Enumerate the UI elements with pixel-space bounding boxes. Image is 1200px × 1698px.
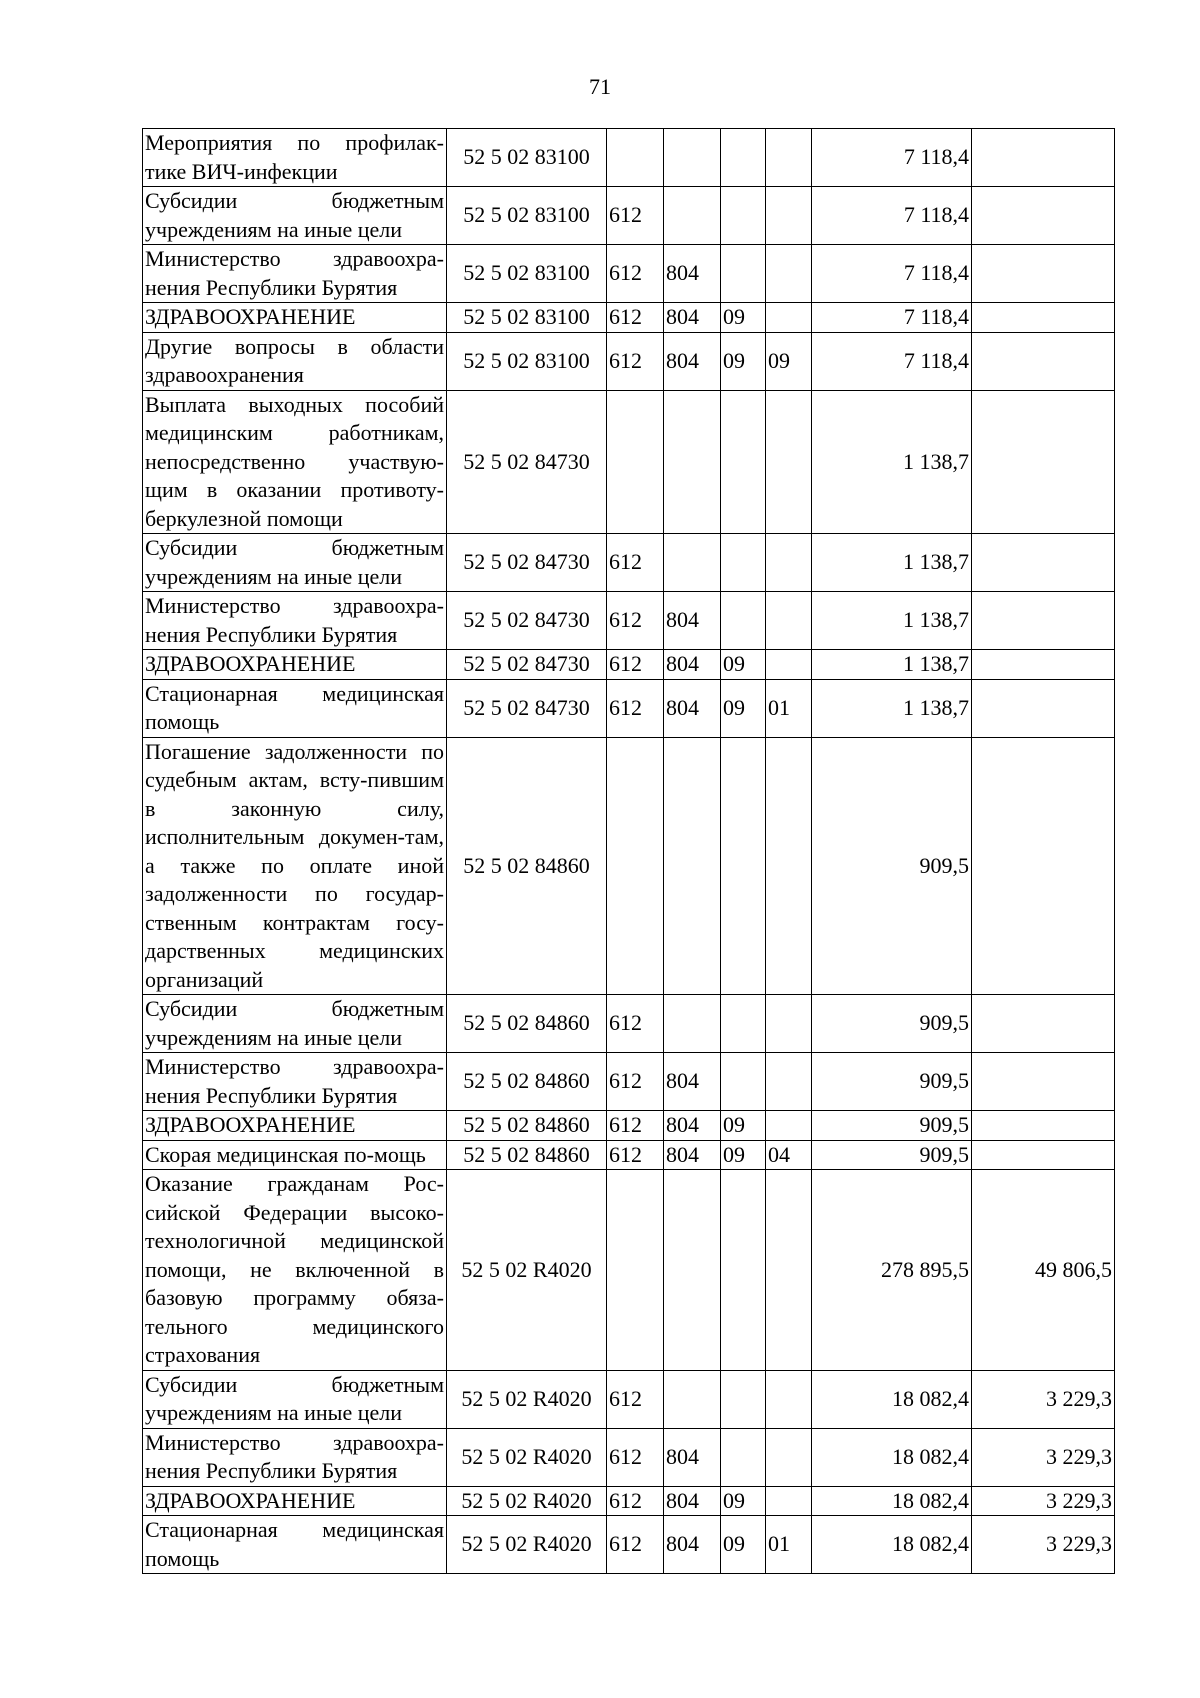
- subsection-code-cell: 01: [766, 679, 812, 737]
- federal-amount-cell: [972, 650, 1115, 680]
- row-name-cell: Министерство здравоохра-нения Республики Бурятия: [143, 245, 447, 303]
- row-name-cell: Выплата выходных пособий медицинским работникам, непосредственно участвую-щим в оказании противоту-беркулезной помощи: [143, 390, 447, 534]
- section-code-cell: [721, 187, 766, 245]
- table-row: [143, 1111, 1115, 1141]
- subsection-code-cell: [766, 650, 812, 680]
- section-code-cell: 09: [721, 1140, 766, 1170]
- target-code-cell: 52 5 02 R4020: [447, 1428, 607, 1486]
- row-name-cell: ЗДРАВООХРАНЕНИЕ: [143, 650, 447, 680]
- federal-amount-cell: [972, 1111, 1115, 1141]
- amount-cell: 1 138,7: [812, 679, 972, 737]
- row-name-cell: Министерство здравоохра-нения Республики Бурятия: [143, 1428, 447, 1486]
- target-code-cell: 52 5 02 84860: [447, 1140, 607, 1170]
- federal-amount-cell: [972, 592, 1115, 650]
- target-code-cell: 52 5 02 84730: [447, 390, 607, 534]
- section-code-cell: 09: [721, 1111, 766, 1141]
- expense-type-cell: 612: [607, 650, 664, 680]
- amount-cell: 1 138,7: [812, 390, 972, 534]
- ministry-code-cell: 804: [664, 1516, 721, 1574]
- row-name-cell: Стационарная медицинская помощь: [143, 1516, 447, 1574]
- ministry-code-cell: [664, 187, 721, 245]
- subsection-code-cell: [766, 592, 812, 650]
- amount-cell: 909,5: [812, 1111, 972, 1141]
- expense-type-cell: 612: [607, 679, 664, 737]
- row-name-cell: ЗДРАВООХРАНЕНИЕ: [143, 1486, 447, 1516]
- amount-cell: 909,5: [812, 995, 972, 1053]
- section-code-cell: 09: [721, 1516, 766, 1574]
- expense-type-cell: 612: [607, 592, 664, 650]
- amount-cell: 7 118,4: [812, 245, 972, 303]
- row-name-cell: Субсидии бюджетным учреждениям на иные цели: [143, 534, 447, 592]
- federal-amount-cell: [972, 303, 1115, 333]
- amount-cell: 1 138,7: [812, 592, 972, 650]
- federal-amount-cell: [972, 245, 1115, 303]
- table-row: [143, 534, 1115, 592]
- federal-amount-cell: 49 806,5: [972, 1170, 1115, 1371]
- section-code-cell: 09: [721, 1486, 766, 1516]
- ministry-code-cell: [664, 534, 721, 592]
- row-name-cell: ЗДРАВООХРАНЕНИЕ: [143, 1111, 447, 1141]
- ministry-code-cell: [664, 390, 721, 534]
- ministry-code-cell: [664, 737, 721, 995]
- federal-amount-cell: [972, 995, 1115, 1053]
- ministry-code-cell: 804: [664, 1111, 721, 1141]
- table-row: [143, 1370, 1115, 1428]
- row-name-cell: Министерство здравоохра-нения Республики Бурятия: [143, 1053, 447, 1111]
- section-code-cell: [721, 245, 766, 303]
- subsection-code-cell: [766, 129, 812, 187]
- subsection-code-cell: [766, 390, 812, 534]
- federal-amount-cell: [972, 1140, 1115, 1170]
- expense-type-cell: 612: [607, 187, 664, 245]
- expense-type-cell: 612: [607, 1053, 664, 1111]
- subsection-code-cell: [766, 1428, 812, 1486]
- ministry-code-cell: 804: [664, 1140, 721, 1170]
- target-code-cell: 52 5 02 83100: [447, 187, 607, 245]
- row-name-cell: ЗДРАВООХРАНЕНИЕ: [143, 303, 447, 333]
- table-row: [143, 592, 1115, 650]
- subsection-code-cell: [766, 1053, 812, 1111]
- section-code-cell: [721, 534, 766, 592]
- federal-amount-cell: 3 229,3: [972, 1370, 1115, 1428]
- section-code-cell: [721, 592, 766, 650]
- expense-type-cell: 612: [607, 332, 664, 390]
- section-code-cell: [721, 390, 766, 534]
- section-code-cell: 09: [721, 650, 766, 680]
- subsection-code-cell: [766, 1370, 812, 1428]
- federal-amount-cell: [972, 390, 1115, 534]
- target-code-cell: 52 5 02 84730: [447, 650, 607, 680]
- target-code-cell: 52 5 02 R4020: [447, 1516, 607, 1574]
- target-code-cell: 52 5 02 83100: [447, 129, 607, 187]
- section-code-cell: [721, 737, 766, 995]
- section-code-cell: 09: [721, 679, 766, 737]
- table-row: [143, 650, 1115, 680]
- target-code-cell: 52 5 02 84730: [447, 534, 607, 592]
- subsection-code-cell: 04: [766, 1140, 812, 1170]
- ministry-code-cell: [664, 129, 721, 187]
- page-number: 71: [589, 74, 611, 99]
- amount-cell: 278 895,5: [812, 1170, 972, 1371]
- table-row: [143, 1428, 1115, 1486]
- subsection-code-cell: [766, 534, 812, 592]
- federal-amount-cell: [972, 534, 1115, 592]
- row-name-cell: Стационарная медицинская помощь: [143, 679, 447, 737]
- section-code-cell: [721, 129, 766, 187]
- federal-amount-cell: 3 229,3: [972, 1428, 1115, 1486]
- target-code-cell: 52 5 02 R4020: [447, 1486, 607, 1516]
- amount-cell: 7 118,4: [812, 332, 972, 390]
- ministry-code-cell: 804: [664, 245, 721, 303]
- federal-amount-cell: 3 229,3: [972, 1516, 1115, 1574]
- section-code-cell: 09: [721, 332, 766, 390]
- expense-type-cell: [607, 737, 664, 995]
- section-code-cell: [721, 1053, 766, 1111]
- ministry-code-cell: 804: [664, 1428, 721, 1486]
- subsection-code-cell: [766, 303, 812, 333]
- federal-amount-cell: [972, 679, 1115, 737]
- federal-amount-cell: [972, 1053, 1115, 1111]
- row-name-cell: Субсидии бюджетным учреждениям на иные цели: [143, 1370, 447, 1428]
- amount-cell: 909,5: [812, 1053, 972, 1111]
- amount-cell: 18 082,4: [812, 1516, 972, 1574]
- subsection-code-cell: 01: [766, 1516, 812, 1574]
- expense-type-cell: 612: [607, 303, 664, 333]
- table-body: [143, 129, 1115, 1574]
- subsection-code-cell: [766, 245, 812, 303]
- expense-type-cell: [607, 390, 664, 534]
- federal-amount-cell: [972, 737, 1115, 995]
- section-code-cell: [721, 1370, 766, 1428]
- subsection-code-cell: [766, 737, 812, 995]
- table-row: [143, 1516, 1115, 1574]
- table-row: [143, 332, 1115, 390]
- ministry-code-cell: [664, 1170, 721, 1371]
- amount-cell: 7 118,4: [812, 303, 972, 333]
- federal-amount-cell: 3 229,3: [972, 1486, 1115, 1516]
- ministry-code-cell: 804: [664, 1486, 721, 1516]
- expense-type-cell: 612: [607, 245, 664, 303]
- target-code-cell: 52 5 02 84860: [447, 995, 607, 1053]
- amount-cell: 18 082,4: [812, 1486, 972, 1516]
- target-code-cell: 52 5 02 84860: [447, 1111, 607, 1141]
- expense-type-cell: 612: [607, 534, 664, 592]
- row-name-cell: Оказание гражданам Рос-сийской Федерации высоко-технологичной медицинской помощи, не включенной в базовую программу обяза-тельного медицинского страхования: [143, 1170, 447, 1371]
- ministry-code-cell: 804: [664, 679, 721, 737]
- table-row: [143, 1170, 1115, 1371]
- section-code-cell: [721, 1170, 766, 1371]
- amount-cell: 18 082,4: [812, 1428, 972, 1486]
- federal-amount-cell: [972, 187, 1115, 245]
- ministry-code-cell: 804: [664, 1053, 721, 1111]
- federal-amount-cell: [972, 332, 1115, 390]
- target-code-cell: 52 5 02 R4020: [447, 1170, 607, 1371]
- expense-type-cell: 612: [607, 1111, 664, 1141]
- row-name-cell: Мероприятия по профилак-тике ВИЧ-инфекции: [143, 129, 447, 187]
- subsection-code-cell: [766, 1486, 812, 1516]
- target-code-cell: 52 5 02 84860: [447, 1053, 607, 1111]
- target-code-cell: 52 5 02 84730: [447, 592, 607, 650]
- expense-type-cell: 612: [607, 1486, 664, 1516]
- target-code-cell: 52 5 02 83100: [447, 332, 607, 390]
- row-name-cell: Другие вопросы в области здравоохранения: [143, 332, 447, 390]
- amount-cell: 1 138,7: [812, 534, 972, 592]
- federal-amount-cell: [972, 129, 1115, 187]
- amount-cell: 909,5: [812, 1140, 972, 1170]
- ministry-code-cell: [664, 1370, 721, 1428]
- expense-type-cell: 612: [607, 1140, 664, 1170]
- target-code-cell: 52 5 02 R4020: [447, 1370, 607, 1428]
- subsection-code-cell: [766, 995, 812, 1053]
- table-row: [143, 1486, 1115, 1516]
- table-row: [143, 390, 1115, 534]
- subsection-code-cell: [766, 187, 812, 245]
- row-name-cell: Субсидии бюджетным учреждениям на иные цели: [143, 995, 447, 1053]
- ministry-code-cell: 804: [664, 332, 721, 390]
- row-name-cell: Субсидии бюджетным учреждениям на иные цели: [143, 187, 447, 245]
- table-row: [143, 737, 1115, 995]
- amount-cell: 909,5: [812, 737, 972, 995]
- section-code-cell: [721, 995, 766, 1053]
- expense-type-cell: 612: [607, 1516, 664, 1574]
- target-code-cell: 52 5 02 83100: [447, 303, 607, 333]
- expense-type-cell: 612: [607, 1428, 664, 1486]
- table-row: [143, 995, 1115, 1053]
- expense-type-cell: 612: [607, 1370, 664, 1428]
- ministry-code-cell: 804: [664, 592, 721, 650]
- table-row: [143, 1140, 1115, 1170]
- ministry-code-cell: [664, 995, 721, 1053]
- amount-cell: 1 138,7: [812, 650, 972, 680]
- table-row: [143, 129, 1115, 187]
- ministry-code-cell: 804: [664, 650, 721, 680]
- amount-cell: 7 118,4: [812, 129, 972, 187]
- subsection-code-cell: 09: [766, 332, 812, 390]
- target-code-cell: 52 5 02 84860: [447, 737, 607, 995]
- table-row: [143, 303, 1115, 333]
- amount-cell: 18 082,4: [812, 1370, 972, 1428]
- expense-type-cell: [607, 1170, 664, 1371]
- budget-table: [142, 128, 1115, 1574]
- table-row: [143, 1053, 1115, 1111]
- expense-type-cell: 612: [607, 995, 664, 1053]
- row-name-cell: Погашение задолженности по судебным актам, всту-пившим в законную силу, исполнительным докумен-там, а также по оплате иной задолженности по государ-ственным контрактам госу-дарственных медицинских организаций: [143, 737, 447, 995]
- table-row: [143, 679, 1115, 737]
- amount-cell: 7 118,4: [812, 187, 972, 245]
- target-code-cell: 52 5 02 83100: [447, 245, 607, 303]
- ministry-code-cell: 804: [664, 303, 721, 333]
- row-name-cell: Скорая медицинская по-мощь: [143, 1140, 447, 1170]
- table-row: [143, 187, 1115, 245]
- section-code-cell: 09: [721, 303, 766, 333]
- table-row: [143, 245, 1115, 303]
- subsection-code-cell: [766, 1111, 812, 1141]
- section-code-cell: [721, 1428, 766, 1486]
- row-name-cell: Министерство здравоохра-нения Республики Бурятия: [143, 592, 447, 650]
- expense-type-cell: [607, 129, 664, 187]
- subsection-code-cell: [766, 1170, 812, 1371]
- target-code-cell: 52 5 02 84730: [447, 679, 607, 737]
